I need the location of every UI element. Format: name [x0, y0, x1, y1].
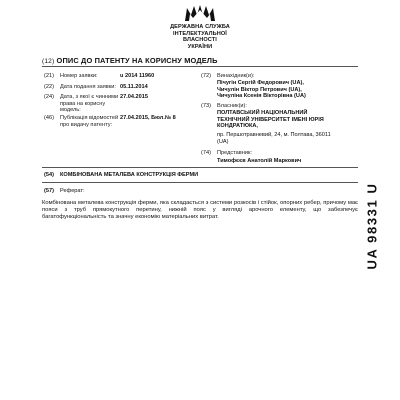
owner-name-line: ТЕХНІЧНИЙ УНІВЕРСИТЕТ ІМЕНІ ЮРІЯ [217, 116, 324, 123]
filing-date-label: Дата подання заявки: [60, 84, 116, 90]
field-code: (54) [44, 172, 54, 178]
owner-name-line: КОНДРАТЮКА, [217, 123, 258, 130]
label-line: про видачу патенту: [60, 121, 113, 128]
representative-label: Представник: [217, 150, 252, 156]
publication-value: 27.04.2015, Бюл.№ 8 [120, 115, 176, 121]
owner-address-line: пр. Першотравневий, 24, м. Полтава, 36011 [217, 132, 331, 138]
office-line: ДЕРЖАВНА СЛУЖБА [170, 24, 230, 30]
inventor-name: Пічугін Сергій Федорович (UA), [217, 80, 304, 86]
inventors-label: Винахідник(и): [217, 73, 255, 79]
field-code: (72) [201, 73, 211, 79]
divider [42, 182, 358, 183]
field-code: (46) [44, 115, 54, 121]
field-code: (12) [42, 58, 55, 65]
application-number-label: Номер заявки: [60, 73, 98, 79]
document-title-text: ОПИС ДО ПАТЕНТУ НА КОРИСНУ МОДЕЛЬ [56, 56, 218, 65]
office-logo [183, 5, 217, 22]
representative-name: Тимофєєв Анатолій Маркович [217, 158, 302, 164]
label-line: модель: [60, 107, 81, 114]
document-title [42, 56, 218, 65]
divider [42, 66, 358, 67]
owner-name [217, 110, 324, 130]
office-line: ВЛАСНОСТІ [183, 37, 217, 44]
effective-date-label [60, 94, 118, 114]
patent-number-vertical [360, 178, 384, 274]
divider [42, 167, 358, 168]
field-code: (73) [201, 103, 211, 109]
abstract-text: Комбінована металева конструкція ферми, яка складається з системи розкосів і стійок, опорних ребер, причому має пояси з труб прямокутного перетину, нижній пояс у вигляді арочного елементу, що забезпечує багатофункціональність та значну економію матеріальних витрат. [42, 200, 358, 221]
inventors-list [217, 80, 306, 100]
owner-label: Власник(и): [217, 103, 247, 109]
field-code: (21) [44, 73, 54, 79]
office-line: УКРАЇНИ [187, 43, 213, 50]
office-line: ІНТЕЛЕКТУАЛЬНОЇ [173, 30, 227, 37]
field-code: (24) [44, 94, 54, 100]
effective-date-value: 27.04.2015 [120, 94, 148, 100]
field-code: (74) [201, 150, 211, 156]
field-code: (57) [44, 188, 54, 194]
label-line: права на корисну [60, 100, 106, 107]
owner-address-line: (UA) [217, 138, 229, 145]
field-code: (22) [44, 84, 54, 90]
label-line: Дата, з якої є чинними [60, 94, 119, 100]
filing-date-value: 05.11.2014 [120, 84, 148, 90]
application-number-value: u 2014 11960 [120, 73, 155, 79]
publication-label [60, 115, 118, 128]
patent-office-name [130, 24, 270, 50]
owner-address [217, 132, 331, 145]
inventor-name: Чичуліна Ксенія Вікторівна (UA) [217, 93, 306, 100]
owner-name-line: ПОЛТАВСЬКИЙ НАЦІОНАЛЬНИЙ [217, 110, 308, 116]
inventor-name: Чичулін Віктор Петрович (UA), [217, 86, 302, 93]
patent-number: UA 98331 U [364, 182, 380, 270]
trident-emblem-icon [183, 5, 217, 22]
abstract-label: Реферат: [60, 188, 85, 194]
utility-model-title: КОМБІНОВАНА МЕТАЛЕВА КОНСТРУКЦІЯ ФЕРМИ [60, 172, 199, 178]
label-line: Публікація відомостей [60, 115, 119, 121]
